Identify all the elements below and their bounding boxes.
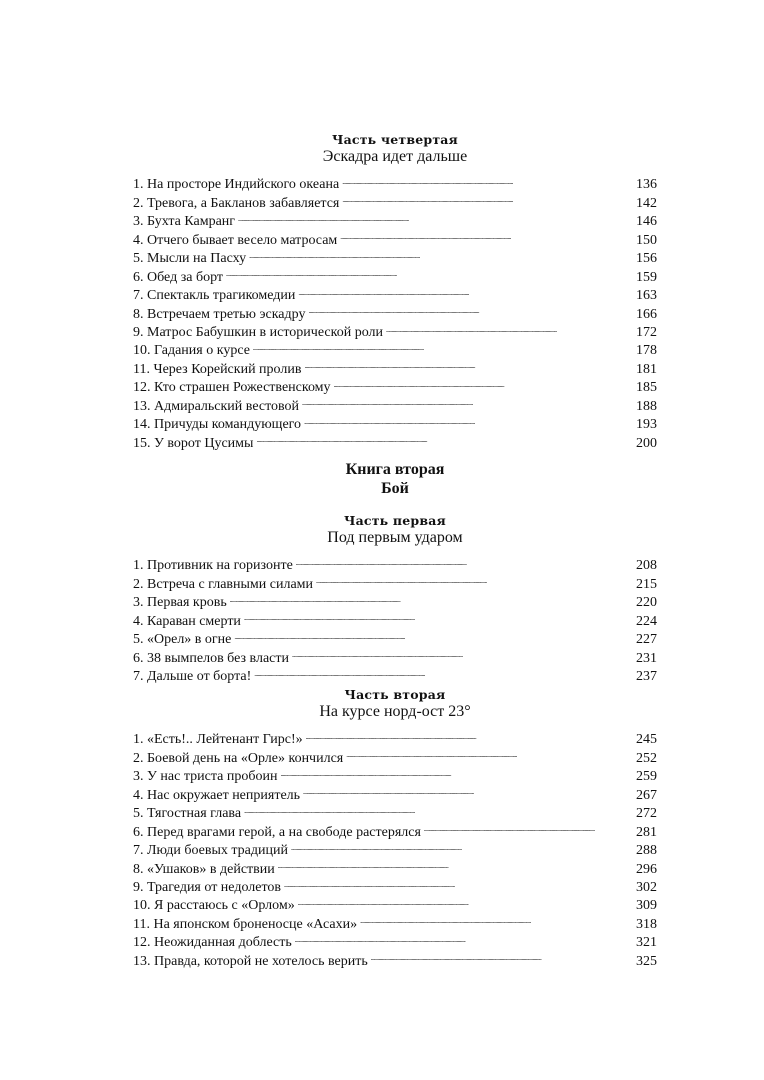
toc-entry-page: 181: [636, 361, 657, 377]
part4-section: [133, 132, 657, 451]
dot-leader: [304, 410, 633, 428]
dot-leader: [284, 873, 633, 891]
part1-section: [133, 513, 657, 685]
toc-entry-page: 272: [636, 806, 657, 822]
dot-leader: [298, 891, 633, 909]
toc-entry-title: 3. Первая кровь: [133, 595, 227, 611]
book-subheading: Бой: [381, 480, 409, 497]
toc-entry-title: 13. Правда, которой не хотелось верить: [133, 953, 368, 969]
dot-leader: [371, 946, 633, 964]
toc-entry-page: 245: [636, 732, 657, 748]
toc-entry-page: 296: [636, 861, 657, 877]
dot-leader: [360, 909, 633, 927]
toc-entry-title: 15. У ворот Цусимы: [133, 435, 254, 451]
toc-entry-title: 5. «Орел» в огне: [133, 632, 232, 648]
toc-entry-title: 3. Бухта Камранг: [133, 214, 236, 230]
dot-leader: [253, 336, 633, 354]
toc-entry-title: 14. Причуды командующего: [133, 417, 302, 433]
toc-entry-page: 185: [636, 380, 657, 396]
toc-entry-title: 6. Перед врагами герой, а на свободе растерялся: [133, 824, 421, 840]
toc-entry-title: 7. Спектакль трагикомедии: [133, 288, 296, 304]
toc-entry-title: 8. Встречаем третью эскадру: [133, 306, 306, 322]
toc-entry: [133, 725, 657, 748]
toc-entry-page: 166: [636, 306, 657, 322]
dot-leader: [303, 780, 633, 798]
toc-entry-page: 146: [636, 214, 657, 230]
toc-entry-page: 237: [636, 669, 657, 685]
toc-entry-title: 12. Неожиданная доблесть: [133, 935, 292, 951]
toc-entry-title: 2. Боевой день на «Орле» кончился: [133, 750, 344, 766]
dot-leader: [238, 207, 633, 225]
toc-entry-page: 224: [636, 613, 657, 629]
part-label: Часть четвертая: [331, 132, 458, 147]
part-label: Часть вторая: [344, 687, 446, 702]
dot-leader: [249, 244, 633, 262]
toc-entry-page: 142: [636, 195, 657, 211]
toc-entry-page: 231: [636, 650, 657, 666]
toc-entry-page: 288: [636, 843, 657, 859]
toc-entry-page: 321: [636, 935, 657, 951]
toc-entry-page: 220: [636, 595, 657, 611]
toc-entry-page: 136: [636, 177, 657, 193]
dot-leader: [292, 643, 633, 661]
toc-entry-page: 208: [636, 558, 657, 574]
toc-entry-page: 325: [636, 953, 657, 969]
toc-entry-title: 9. Матрос Бабушкин в исторической роли: [133, 324, 383, 340]
dot-leader: [342, 188, 633, 206]
dot-leader: [244, 606, 633, 624]
dot-leader: [334, 373, 633, 391]
toc-entry-title: 11. Через Корейский пролив: [133, 361, 302, 377]
toc-list: [133, 725, 657, 969]
toc-entry-title: 12. Кто страшен Рожественскому: [133, 380, 331, 396]
toc-entry-page: 252: [636, 750, 657, 766]
toc-entry-title: 2. Тревога, а Бакланов забавляется: [133, 195, 340, 211]
dot-leader: [346, 743, 633, 761]
toc-list: [133, 170, 657, 451]
toc-entry-title: 3. У нас триста пробоин: [133, 769, 278, 785]
toc-entry-title: 9. Трагедия от недолетов: [133, 879, 282, 895]
part-title: Эскадра идет дальше: [322, 148, 468, 165]
toc-entry-title: 5. Мысли на Пасху: [133, 251, 247, 267]
toc-entry-title: 6. Обед за борт: [133, 269, 224, 285]
toc-entry-title: 1. «Есть!.. Лейтенант Гирс!»: [133, 732, 303, 748]
toc-entry-title: 8. «Ушаков» в действии: [133, 861, 275, 877]
dot-leader: [424, 817, 633, 835]
toc-entry-page: 259: [636, 769, 657, 785]
toc-entry-title: 4. Караван смерти: [133, 613, 241, 629]
toc-entry-title: 10. Я расстаюсь с «Орлом»: [133, 898, 295, 914]
toc-entry-page: 172: [636, 324, 657, 340]
toc-entry-title: 1. Противник на горизонте: [133, 558, 293, 574]
toc-entry-title: 7. Дальше от борта!: [133, 669, 252, 685]
toc-entry-page: 188: [636, 398, 657, 414]
dot-leader: [295, 928, 633, 946]
toc-entry-page: 156: [636, 251, 657, 267]
part2-section: [133, 687, 657, 969]
toc-entry-page: 163: [636, 288, 657, 304]
toc-entry-page: 309: [636, 898, 657, 914]
toc-entry-title: 2. Встреча с главными силами: [133, 576, 314, 592]
dot-leader: [304, 354, 633, 372]
part-label: Часть первая: [344, 513, 446, 528]
toc-entry-page: 318: [636, 916, 657, 932]
toc-entry-title: 6. 38 вымпелов без власти: [133, 650, 289, 666]
dot-leader: [234, 625, 633, 643]
toc-entry: [133, 170, 657, 193]
dot-leader: [280, 762, 633, 780]
dot-leader: [302, 391, 633, 409]
toc-entry-page: 150: [636, 232, 657, 248]
dot-leader: [306, 725, 633, 743]
dot-leader: [278, 854, 633, 872]
dot-leader: [316, 569, 633, 587]
toc-entry-title: 1. На просторе Индийского океана: [133, 177, 340, 193]
toc-list: [133, 551, 657, 685]
part-title: На курсе норд-ост 23°: [319, 703, 471, 720]
toc-entry-title: 5. Тягостная глава: [133, 806, 242, 822]
toc-entry-page: 178: [636, 343, 657, 359]
toc-entry-page: 193: [636, 417, 657, 433]
book-heading: Книга вторая: [345, 461, 445, 478]
dot-leader: [244, 799, 633, 817]
dot-leader: [342, 170, 633, 188]
dot-leader: [256, 428, 633, 446]
dot-leader: [298, 281, 633, 299]
toc-entry-title: 4. Нас окружает неприятель: [133, 787, 301, 803]
dot-leader: [291, 836, 633, 854]
dot-leader: [230, 588, 633, 606]
toc-entry: [133, 551, 657, 574]
dot-leader: [340, 225, 633, 243]
toc-entry-page: 159: [636, 269, 657, 285]
toc-entry-title: 10. Гадания о курсе: [133, 343, 250, 359]
dot-leader: [386, 318, 633, 336]
dot-leader: [296, 551, 633, 569]
toc-entry-title: 11. На японском броненосце «Асахи»: [133, 916, 358, 932]
dot-leader: [226, 262, 633, 280]
toc-entry-page: 281: [636, 824, 657, 840]
toc-entry-page: 227: [636, 632, 657, 648]
toc-entry-page: 200: [636, 435, 657, 451]
dot-leader: [254, 662, 633, 680]
toc-entry-page: 302: [636, 879, 657, 895]
toc-entry-title: 13. Адмиральский вестовой: [133, 398, 300, 414]
part-title: Под первым ударом: [327, 529, 463, 546]
toc-entry-page: 267: [636, 787, 657, 803]
dot-leader: [308, 299, 633, 317]
toc-entry-page: 215: [636, 576, 657, 592]
toc-entry-title: 7. Люди боевых традиций: [133, 843, 288, 859]
toc-entry-title: 4. Отчего бывает весело матросам: [133, 232, 338, 248]
